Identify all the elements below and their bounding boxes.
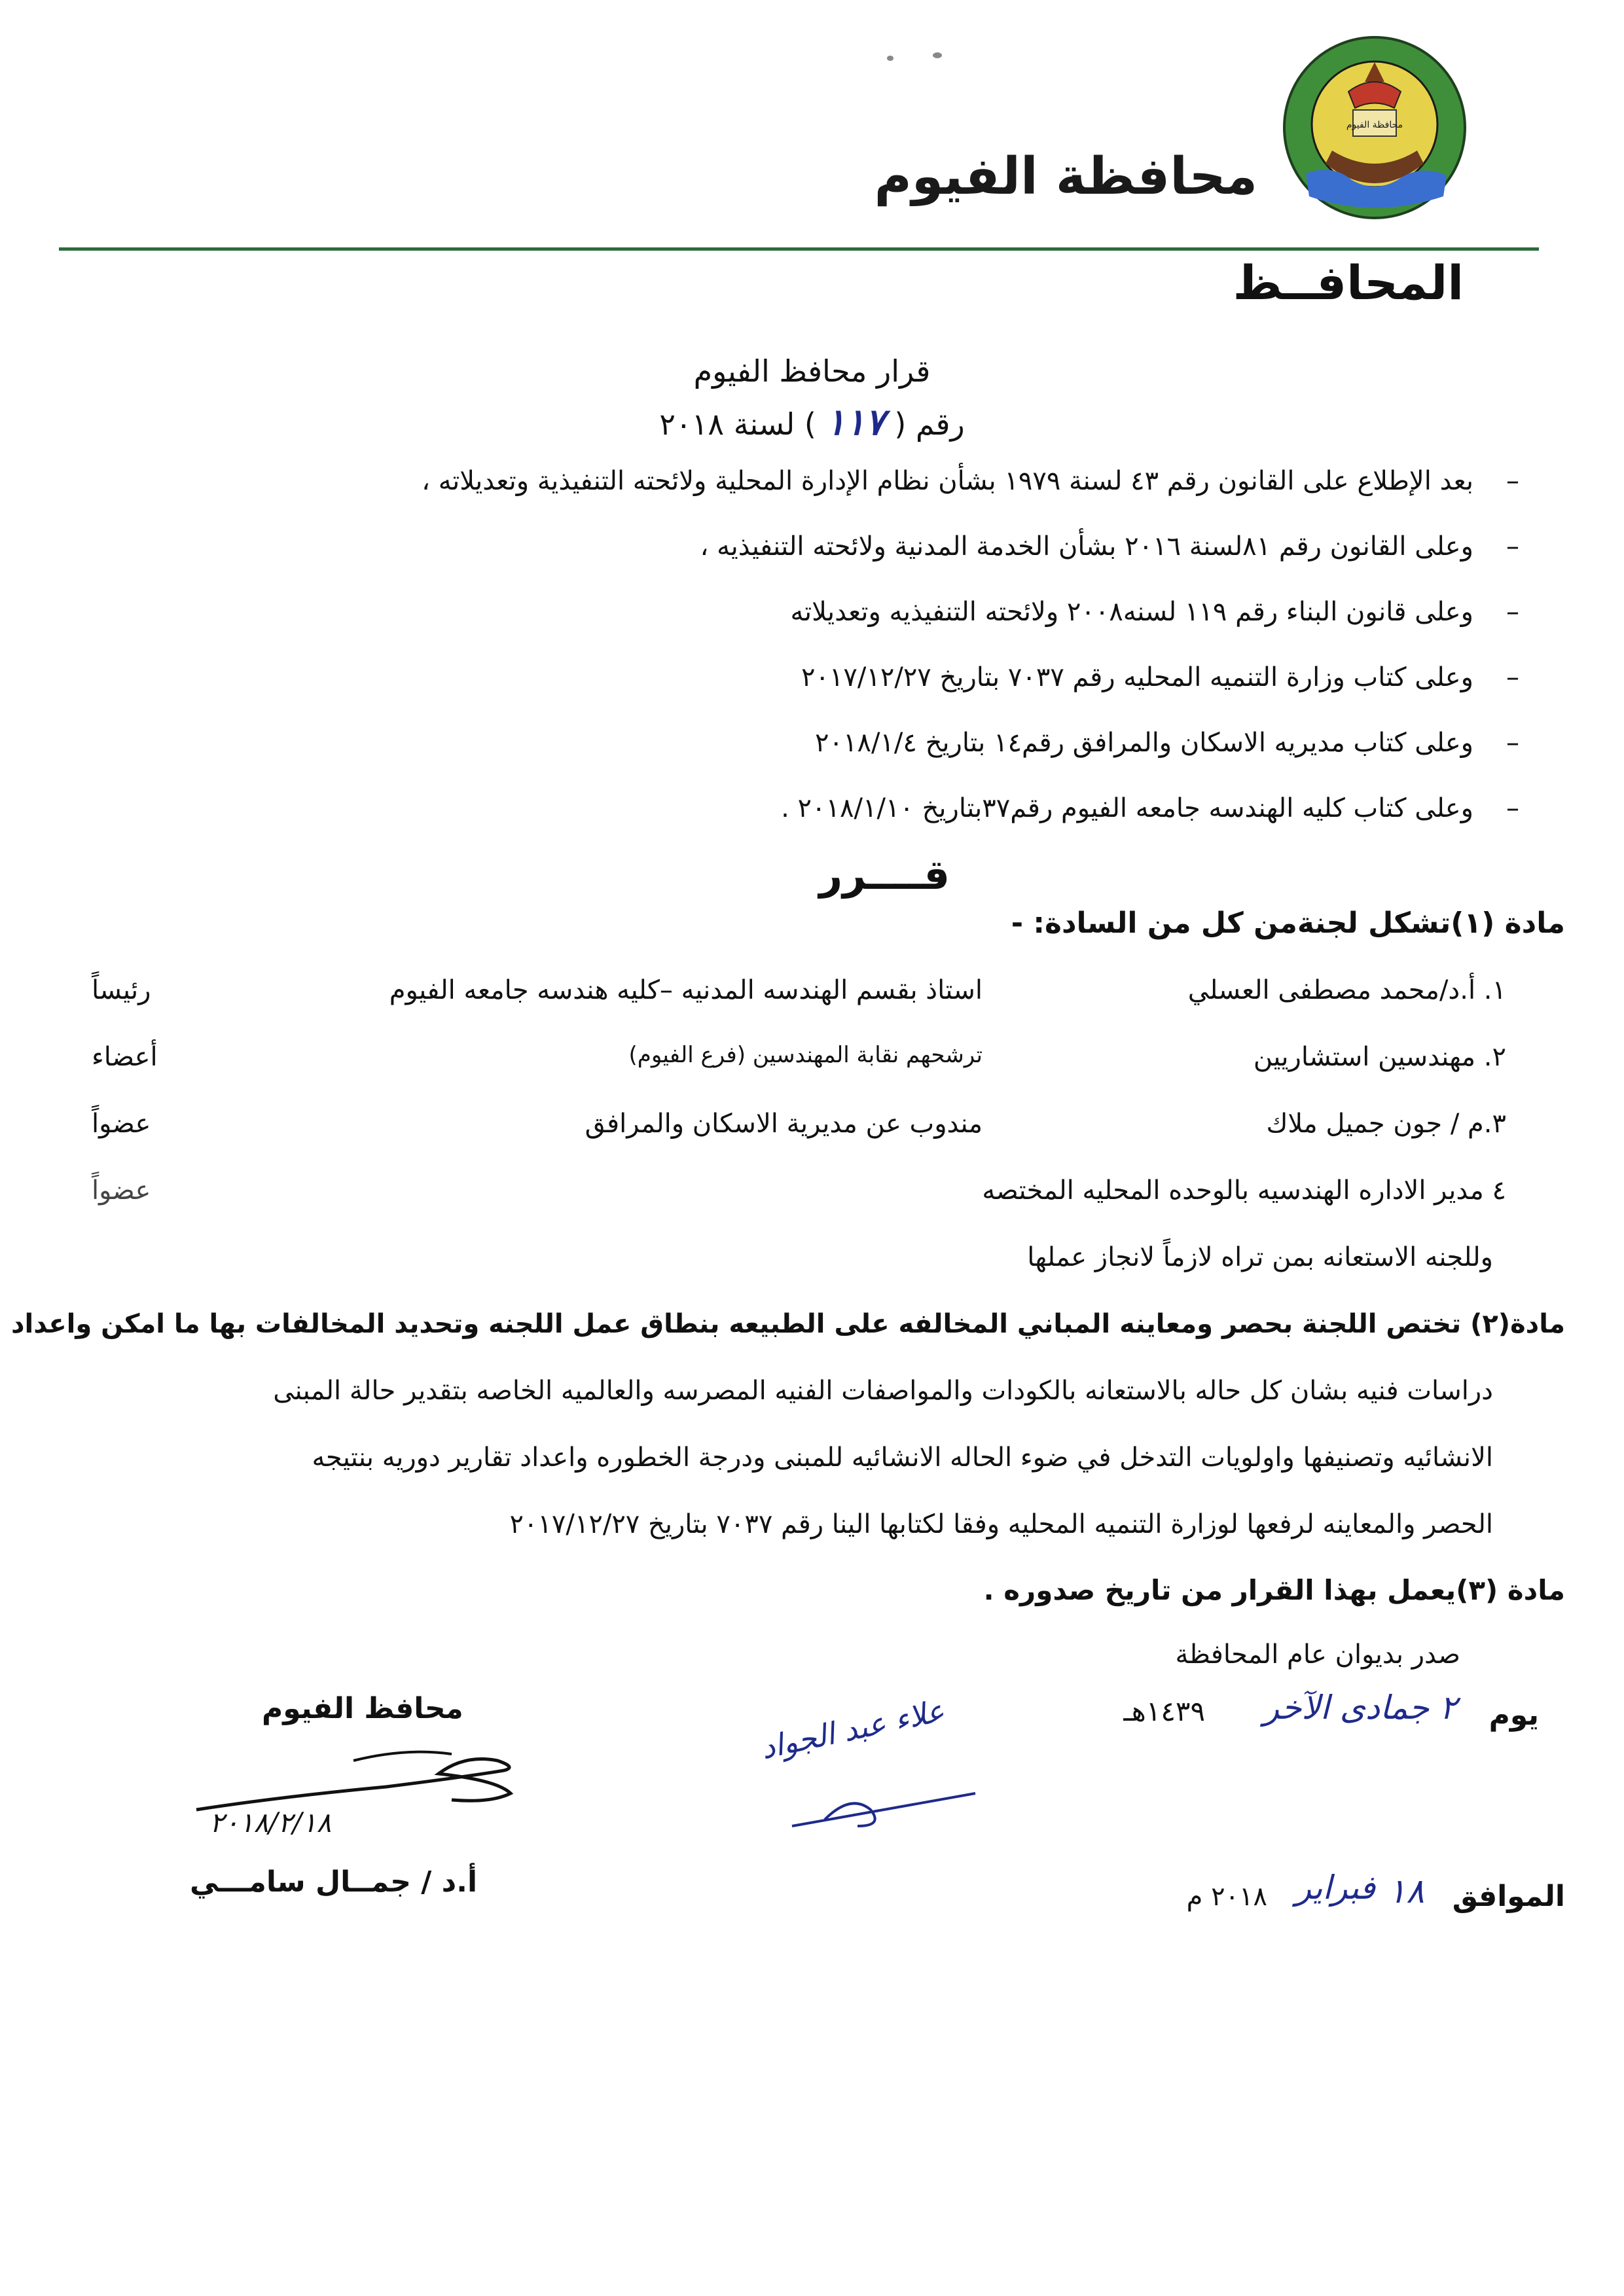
second-signature bbox=[785, 1780, 982, 1839]
governor-title: محافظ الفيوم bbox=[262, 1692, 463, 1725]
seal-label: محافظة الفيوم bbox=[1346, 120, 1403, 130]
governor-name: أ.د / جمــال سامـــي bbox=[190, 1865, 478, 1899]
member-desc: استاذ بقسم الهندسه المدنيه –كليه هندسه جامعه الفيوم bbox=[389, 975, 983, 1005]
preamble-item: –وعلى قانون البناء رقم ١١٩ لسنه٢٠٠٨ ولائحته التنفيذيه وتعديلاته bbox=[790, 597, 1519, 627]
day-label: يوم bbox=[1489, 1698, 1539, 1732]
member-name: ٢. مهندسين استشاريين bbox=[1253, 1042, 1506, 1072]
governorate-header: محافظة الفيوم bbox=[874, 147, 1257, 206]
preamble-item: –وعلى كتاب مديريه الاسكان والمرافق رقم١٤ بتاريخ ٢٠١٨/١/٤ bbox=[815, 728, 1519, 758]
member-name: ٣.م / جون جميل ملاك bbox=[1266, 1109, 1506, 1139]
member-desc: ترشحهم نقابة المهندسين (فرع الفيوم) bbox=[628, 1042, 983, 1068]
article-1-note: وللجنه الاستعانه بمن تراه لازماً لانجاز عملها bbox=[1027, 1242, 1493, 1272]
fayoum-governorate-seal-icon bbox=[1280, 33, 1470, 223]
preamble-item: –وعلى القانون رقم ٨١لسنة ٢٠١٦ بشأن الخدمة المدنية ولائحته التنفيذيه ، bbox=[700, 531, 1519, 562]
member-role: رئيساً bbox=[92, 975, 151, 1005]
hijri-handwritten: ٢ جمادى الآخر bbox=[1263, 1689, 1457, 1727]
member-desc: مندوب عن مديرية الاسكان والمرافق bbox=[585, 1109, 983, 1139]
article-2-line: دراسات فنيه بشان كل حاله بالاستعانه بالكودات والمواصفات الفنيه المصرسه والعالميه الخاصه بتقدير حالة المبنى bbox=[273, 1376, 1493, 1406]
greg-day: ١٨ bbox=[1388, 1872, 1424, 1911]
decision-number-line bbox=[0, 401, 1624, 444]
preamble-item: –بعد الإطلاع على القانون رقم ٤٣ لسنة ١٩٧٩ بشأن نظام الإدارة المحلية ولائحته التنفيذية وتعديلاته ، bbox=[422, 466, 1519, 496]
greg-month: فبراير bbox=[1295, 1869, 1375, 1907]
decree-heading: قــــرر bbox=[819, 851, 950, 899]
article-2-line: الحصر والمعاينه لرفعها لوزارة التنميه المحليه وفقا لكتابها الينا رقم ٧٠٣٧ بتاريخ ٢٠١٧/١٢/٢٧ bbox=[509, 1509, 1493, 1539]
issued-line: صدر بديوان عام المحافظة bbox=[1175, 1640, 1460, 1670]
agreed-label: الموافق bbox=[1452, 1880, 1565, 1913]
article-2-line: مادة(٢) تختص اللجنة بحصر ومعاينه المباني المخالفه على الطبيعه بنطاق عمل اللجنه وتحديد المخالفات بها ما امكن واعداد bbox=[11, 1309, 1565, 1339]
scan-speck bbox=[887, 56, 893, 61]
preamble-item: –وعلى كتاب كليه الهندسه جامعه الفيوم رقم٣٧بتاريخ ٢٠١٨/١/١٠ . bbox=[781, 793, 1519, 823]
article-2-line: الانشائيه وتصنيفها واولويات التدخل في ضوء الحاله الانشائيه للمبنى ودرجة الخطوره واعداد تقارير دوريه بنتيجه bbox=[312, 1443, 1493, 1473]
member-role: عضواً bbox=[92, 1175, 151, 1206]
second-signer-name: علاء عبد الجواد bbox=[757, 1692, 948, 1767]
decision-title: قرار محافظ الفيوم bbox=[693, 353, 931, 389]
preamble-item: –وعلى كتاب وزارة التنميه المحليه رقم ٧٠٣٧ بتاريخ ٢٠١٧/١٢/٢٧ bbox=[801, 662, 1519, 692]
office-title: المحافــظ bbox=[1233, 255, 1464, 310]
member-role: أعضاء bbox=[92, 1042, 158, 1072]
article-1-heading: مادة (١)تشكل لجنةمن كل من السادة: - bbox=[1011, 906, 1565, 940]
greg-year: ٢٠١٨ م bbox=[1186, 1882, 1267, 1912]
decision-number-prefix: رقم ( bbox=[894, 406, 965, 442]
hijri-year: ١٤٣٩هـ bbox=[1123, 1695, 1205, 1727]
member-name: ٤ مدير الاداره الهندسيه بالوحده المحليه المختصه bbox=[982, 1175, 1506, 1206]
decision-number-suffix: ) لسنة ٢٠١٨ bbox=[659, 406, 816, 442]
header-divider bbox=[59, 247, 1539, 251]
governor-date: ٢٠١٨/٢/١٨ bbox=[209, 1806, 332, 1839]
member-name: ١. أ.د/محمد مصطفى العسلي bbox=[1187, 975, 1506, 1005]
scan-speck bbox=[933, 52, 942, 58]
member-role: عضواً bbox=[92, 1109, 151, 1139]
article-3: مادة (٣)يعمل بهذا القرار من تاريخ صدوره . bbox=[983, 1574, 1565, 1606]
decision-number: ١١٧ bbox=[825, 401, 885, 444]
